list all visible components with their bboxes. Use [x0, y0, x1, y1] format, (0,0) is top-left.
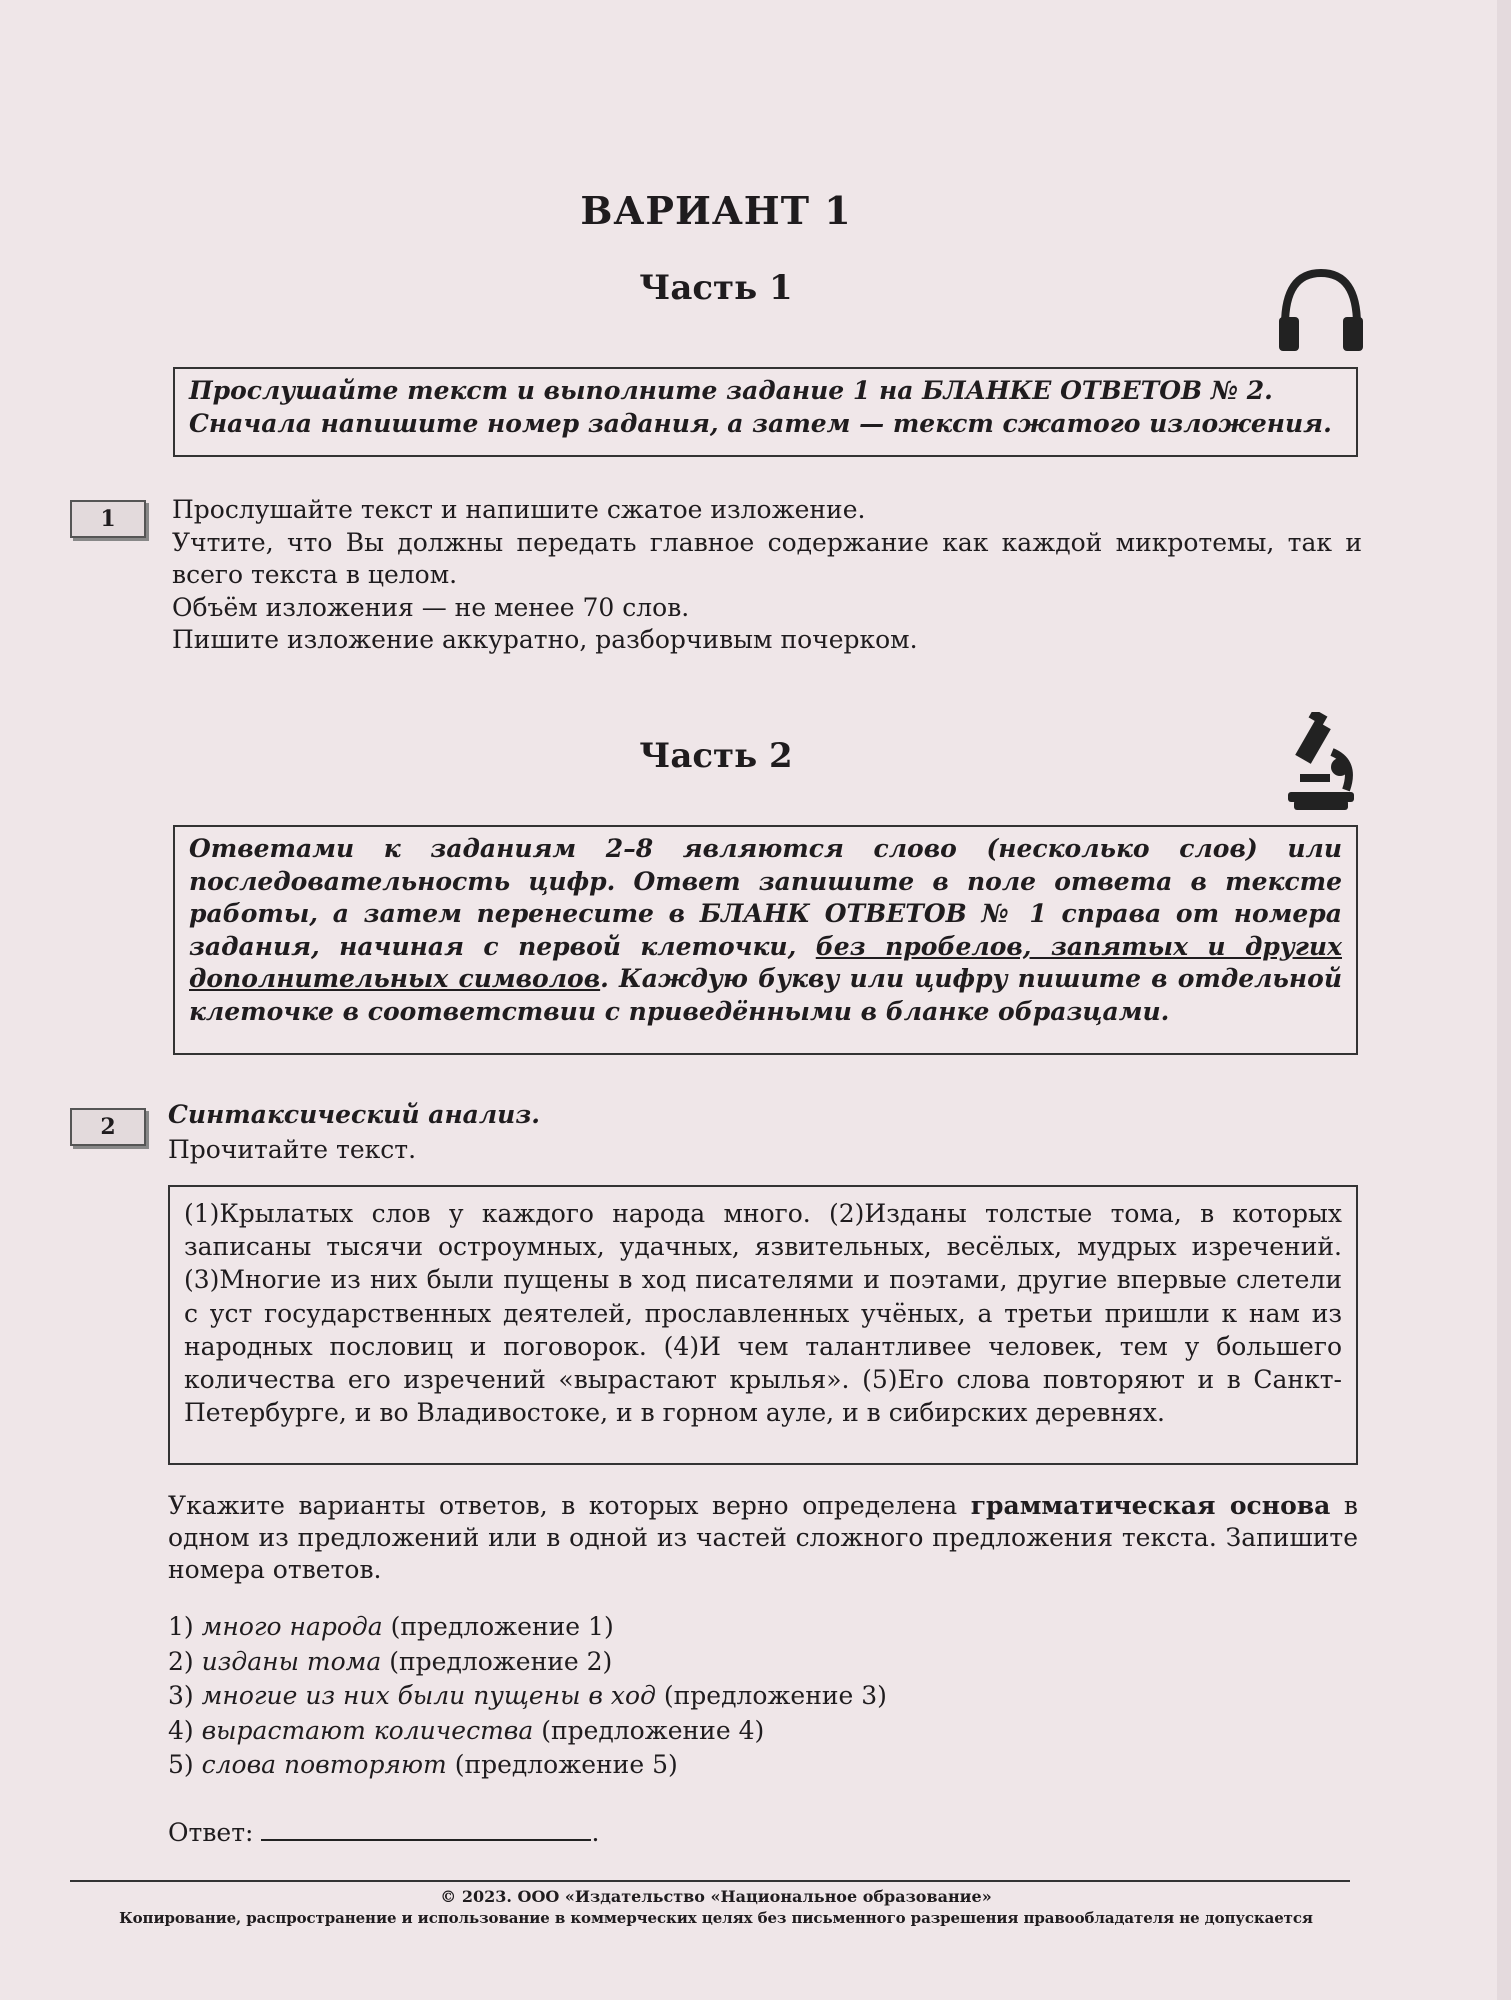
option-4: 4) вырастают количества (предложение 4)	[168, 1715, 765, 1745]
answer-label: Ответ:	[168, 1818, 254, 1847]
instruction-part2	[173, 825, 1358, 1055]
instruction1-line2: Сначала напишите номер задания, а затем — текст сжатого изложения.	[189, 408, 1332, 438]
task1-line: Объём изложения — не менее 70 слов.	[172, 592, 690, 622]
task1-line: Пишите изложение аккуратно, разборчивым почерком.	[172, 625, 918, 654]
answer-field[interactable]	[261, 1815, 591, 1841]
task-number-1: 1	[70, 500, 146, 538]
microscope-icon	[1280, 712, 1362, 812]
task1-text	[172, 494, 1362, 657]
task2-title: Синтаксический анализ.	[168, 1100, 540, 1129]
option-2: 2) изданы тома (предложение 2)	[168, 1646, 613, 1676]
question-bold: грамматическая основа	[970, 1491, 1331, 1520]
option-5: 5) слова повторяют (предложение 5)	[168, 1750, 678, 1779]
option-1: 1) много народа (предложение 1)	[168, 1612, 614, 1641]
variant-title: ВАРИАНТ 1	[580, 188, 852, 233]
footer-copyright: © 2023. ООО «Издательство «Национальное образование»	[440, 1887, 992, 1906]
instruction2-text-end: . Каждую букву или цифру пишите в отдельной клеточке в соответствии с приведёнными в бланке образцами.	[189, 964, 1342, 1026]
reading-text: (1)Крылатых слов у каждого народа много. (2)Изданы толстые тома, в которых записаны тысячи остроумных, удачных, язвительных, весёлых, мудрых изречений. (3)Многие из них были пущены в ход писателями и поэтами, другие впервые слетели с уст государственных деятелей, прославленных учёных, а третьи пришли к нам из народных пословиц и поговорок. (4)И чем талантливее человек, тем у большего количества его изречений «вырастают крылья». (5)Его слова повторяют и в Санкт-Петербурге, и во Владивостоке, и в горном ауле, и в сибирских деревнях.	[168, 1185, 1358, 1465]
instruction1-line1: Прослушайте текст и выполните задание 1 на БЛАНКЕ ОТВЕТОВ № 2.	[189, 376, 1273, 405]
footer-divider	[70, 1880, 1350, 1882]
answer-row: Ответ: .	[168, 1815, 599, 1847]
footer-notice: Копирование, распространение и использование в коммерческих целях без письменного разрешения правообладателя не допускается	[119, 1909, 1313, 1927]
page-edge	[1497, 0, 1511, 2000]
instruction2-underlined: без пробелов, запятых и других дополнительных символов	[189, 931, 1342, 993]
instruction-part1	[173, 367, 1358, 457]
task1-line: Учтите, что Вы должны передать главное содержание как каждой микротемы, так и всего текста в целом.	[172, 527, 1362, 589]
instruction2-text: Ответами к заданиям 2–8 являются слово (несколько слов) или последовательность цифр. Ответ запишите в поле ответа в тексте работы, а затем перенесите в БЛАНК ОТВЕТОВ № 1 справа от номера задания, начиная с первой клеточки,	[189, 834, 1342, 961]
question-text: Укажите варианты ответов, в которых верно определена	[168, 1491, 971, 1520]
answer-options	[168, 1610, 887, 1783]
headphones-icon	[1275, 265, 1367, 355]
question-text-end: в одном из предложений или в одной из частей сложного предложения текста. Запишите номера ответов.	[168, 1491, 1358, 1584]
task2-read-instruction: Прочитайте текст.	[168, 1135, 417, 1164]
part2-title: Часть 2	[639, 736, 793, 776]
option-3: 3) многие из них были пущены в ход (предложение 3)	[168, 1681, 887, 1710]
task2-question	[168, 1490, 1358, 1586]
task-number-2: 2	[70, 1108, 146, 1146]
task1-line: Прослушайте текст и напишите сжатое изложение.	[172, 495, 866, 524]
part1-title: Часть 1	[639, 268, 793, 308]
